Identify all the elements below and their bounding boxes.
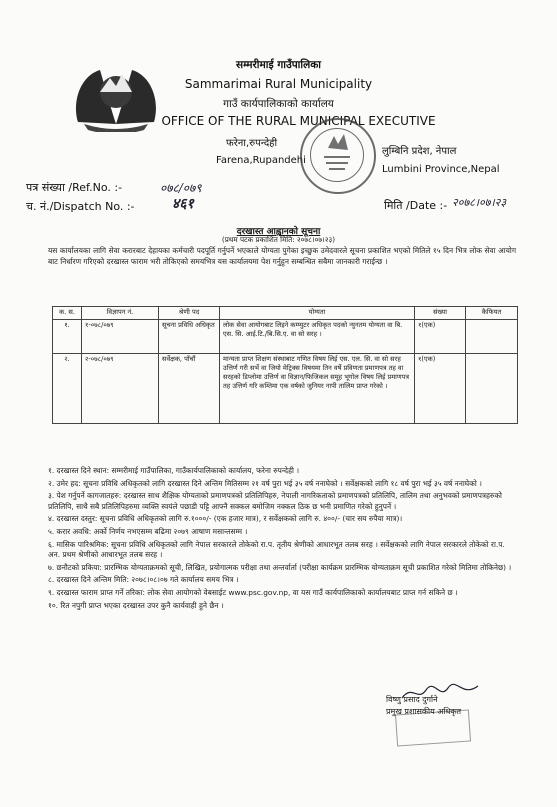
header-remarks: कैफियत [466,307,518,320]
cell-remarks [466,320,518,354]
municipality-name-np: सम्मरीमाई गाउँपालिका [235,59,322,71]
list-item: ९. दरखास्त फाराम प्राप्त गर्ने तरिका: लोक सेवा आयोगको वेबसाईट www.psc.gov.np, वा यस गाउँ कार्यपालिकाको कार्यालयबाट प्राप्त गर्न सकिने छ । [48,587,458,597]
cell-qualification: मान्यता प्राप्त शिक्षण संस्थाबाट गणित विषय लिई एस. एल. सि. वा सो सरह उत्तिर्ण गरी सर्भे वा जियो मेट्रिक्स विषयमा तिन वर्षे प्रविणता प्रमाणपत्र तह वा सरहको डिप्लोमा उत्तिर्ण वा विज्ञान/फिजिकल समूह भूगोल विषय लिई प्रमाणपत्र तह उत्तिर्ण गरि कम्तिमा एक वर्षको जुनियर नापी तालिम प्राप्त गरेको । [220,354,415,424]
place-np: फरेना,रुपन्देही [226,138,278,149]
cell-adv-no: १-०७८/०७९ [82,320,159,354]
office-name-np: गाउँ कार्यपालिकाको कार्यालय [223,98,334,110]
signatory-designation: प्रमुख प्रशासकीय अधिकृत [386,707,462,716]
province-en: Lumbini Province,Nepal [382,164,500,175]
list-item: ६. मासिक पारिश्रमिक: सूचना प्रविधि अधिकृतको लागि नेपाल सरकारले तोकेको रा.प. तृतीय श्रेणीको आधारभूत तलब सरह । सर्वेक्षकको लागि नेपाल सरकारले तोकेको रा.प. अन. प्रथम श्रेणीको आधारभूत तलब सरह । [48,539,505,560]
list-item: ५. करार अवधि: अर्को निर्णय नभएसम्म बढिमा २०७९ आषाण मसान्तसम्म । [48,526,248,536]
stamp-emblem-icon [300,118,372,190]
office-name-en: OFFICE OF THE RURAL MUNICIPAL EXECUTIVE [161,114,436,128]
table-row [53,320,518,354]
office-stamp [300,118,376,194]
list-item: १. दरखास्त दिने स्थान: सम्मरीमाई गाउँपालिका, गाउँकार्यपालिकाको कार्यालय, फरेना रुपन्देही । [48,466,300,475]
cell-count: १(एक) [415,354,466,424]
header-count: संख्या [415,307,466,320]
cell-count: १(एक) [415,320,466,354]
header-qualification: योग्यता [220,307,415,320]
dispatch-no-label: च. नं./Dispatch No. :- [26,200,135,213]
cell-adv-no: २-०७८/०७९ [82,354,159,424]
header-sn: क. स. [53,307,82,320]
date-value: २०७८।०७।२३ [452,196,507,209]
table-row [53,354,518,424]
table-header-row [53,307,518,320]
cell-post: सर्वेक्षक, पाँचौं [159,354,220,424]
list-item: १०. रित नपुगी प्राप्त भएका दरखास्त उपर कुनै कार्यवाही हुने छैन । [48,600,224,610]
list-item: ७. छनौटको प्रकिया: प्रारम्भिक योग्यताक्रमको सूची, लिखित, प्रयोगात्मक परीक्षा तथा अन्तर्वार्ता (परीक्षा कार्यक्रम प्रारम्भिक योग्यताक्रम सूची प्रकाशित गरेको मितिमा तोकिनेछ) । [48,562,512,572]
header-adv-no: विज्ञापन नं. [82,307,159,320]
notice-title: दरखास्त आह्वानको सूचना [236,227,321,237]
list-item: ३. पेश गर्नुपर्ने कागजातहरु: दरखास्त साथ शैक्षिक योग्यताको प्रमाणपत्रको प्रतिलिपिहरु, नेपाली नागरिकताको प्रमाणपत्रको प्रतिलिपि, तालिम तथा अनुभवको प्रमाणपत्रहरुको प्रतिलिपि, साथै सबै प्रतिलिपिहरुमा व्यक्ति स्वयंले पछाडी पट्टि आफ्नै सक्कल बमोजिम नक्कल ठिक छ भनी प्रमाणित गरेको हुनुपर्ने । [48,491,502,511]
place-en: Farena,Rupandehi [216,155,306,166]
ref-no-label: पत्र संख्या /Ref.No. :- [26,181,123,194]
cell-remarks [466,354,518,424]
list-item: २. उमेर हद: सूचना प्रविधि अधिकृतको लागि दरखास्त दिने अन्तिम मितिसम्म २१ वर्ष पुरा भई ३५ वर्ष ननाघेको । सर्वेक्षकको लागि १८ वर्ष पुरा भई ३५ वर्ष ननाघेको । [48,478,482,488]
terms-list [48,466,518,613]
municipality-name-en: Sammarimai Rural Municipality [184,77,373,91]
vacancy-table [52,306,518,424]
cell-qualification: लोक सेवा आयोगबाट लिइने कम्प्युटर अधिकृत पदको न्युनतम योग्यता वा बि. एस. सि. आई.टि./बि.सि.ए. वा सो सरह । [220,320,415,354]
signatory-name: विष्णु प्रसाद दुर्गाने [386,695,438,704]
cell-post: सूचना प्रविधि अधिकृत [159,320,220,354]
list-item: ४. दरखास्त दस्तुर: सूचना प्रविधि अधिकृतको लागि रु.१०००/- (एक हजार मात्र), र सर्वेक्षकको लागि रु. ४००/- (चार सय रुपैया मात्र)। [48,514,403,524]
notice-intro: यस कार्यालयका लागि सेवा करारबाट देहायका कर्मचारी पदपूर्ति गर्नुपर्ने भएकाले योग्यता पुगेका इच्छुक उमेदवारले सूचना प्रकाशित भएको मितिले १५ दिन भित्र लोक सेवा आयोग बाट निर्धारण गरिएको दरखास्त फाराम भरी तोकिएको समयभित्र यस कार्यालयमा पेश गर्नुहुन सम्बन्धित सबैमा जानकारी गराईन्छ । [48,246,516,266]
ref-no-value: ०७८/०७९ [160,181,202,195]
notice-subtitle: (प्रथम पटक प्रकाशित मिति: २०७८।०७।२३) [221,235,336,244]
dispatch-no-value: ४६१ [172,196,194,212]
cell-sn: २. [53,354,82,424]
cell-sn: १. [53,320,82,354]
date-label: मिति /Date :- [384,199,448,212]
list-item: ८. दरखास्त दिने अन्तिम मिति: २०७८।०८।०७ गते कार्यालय समय भित्र । [48,575,239,585]
header-post: श्रेणी पद [159,307,220,320]
province-np: लुम्बिनि प्रदेश, नेपाल [382,146,457,157]
